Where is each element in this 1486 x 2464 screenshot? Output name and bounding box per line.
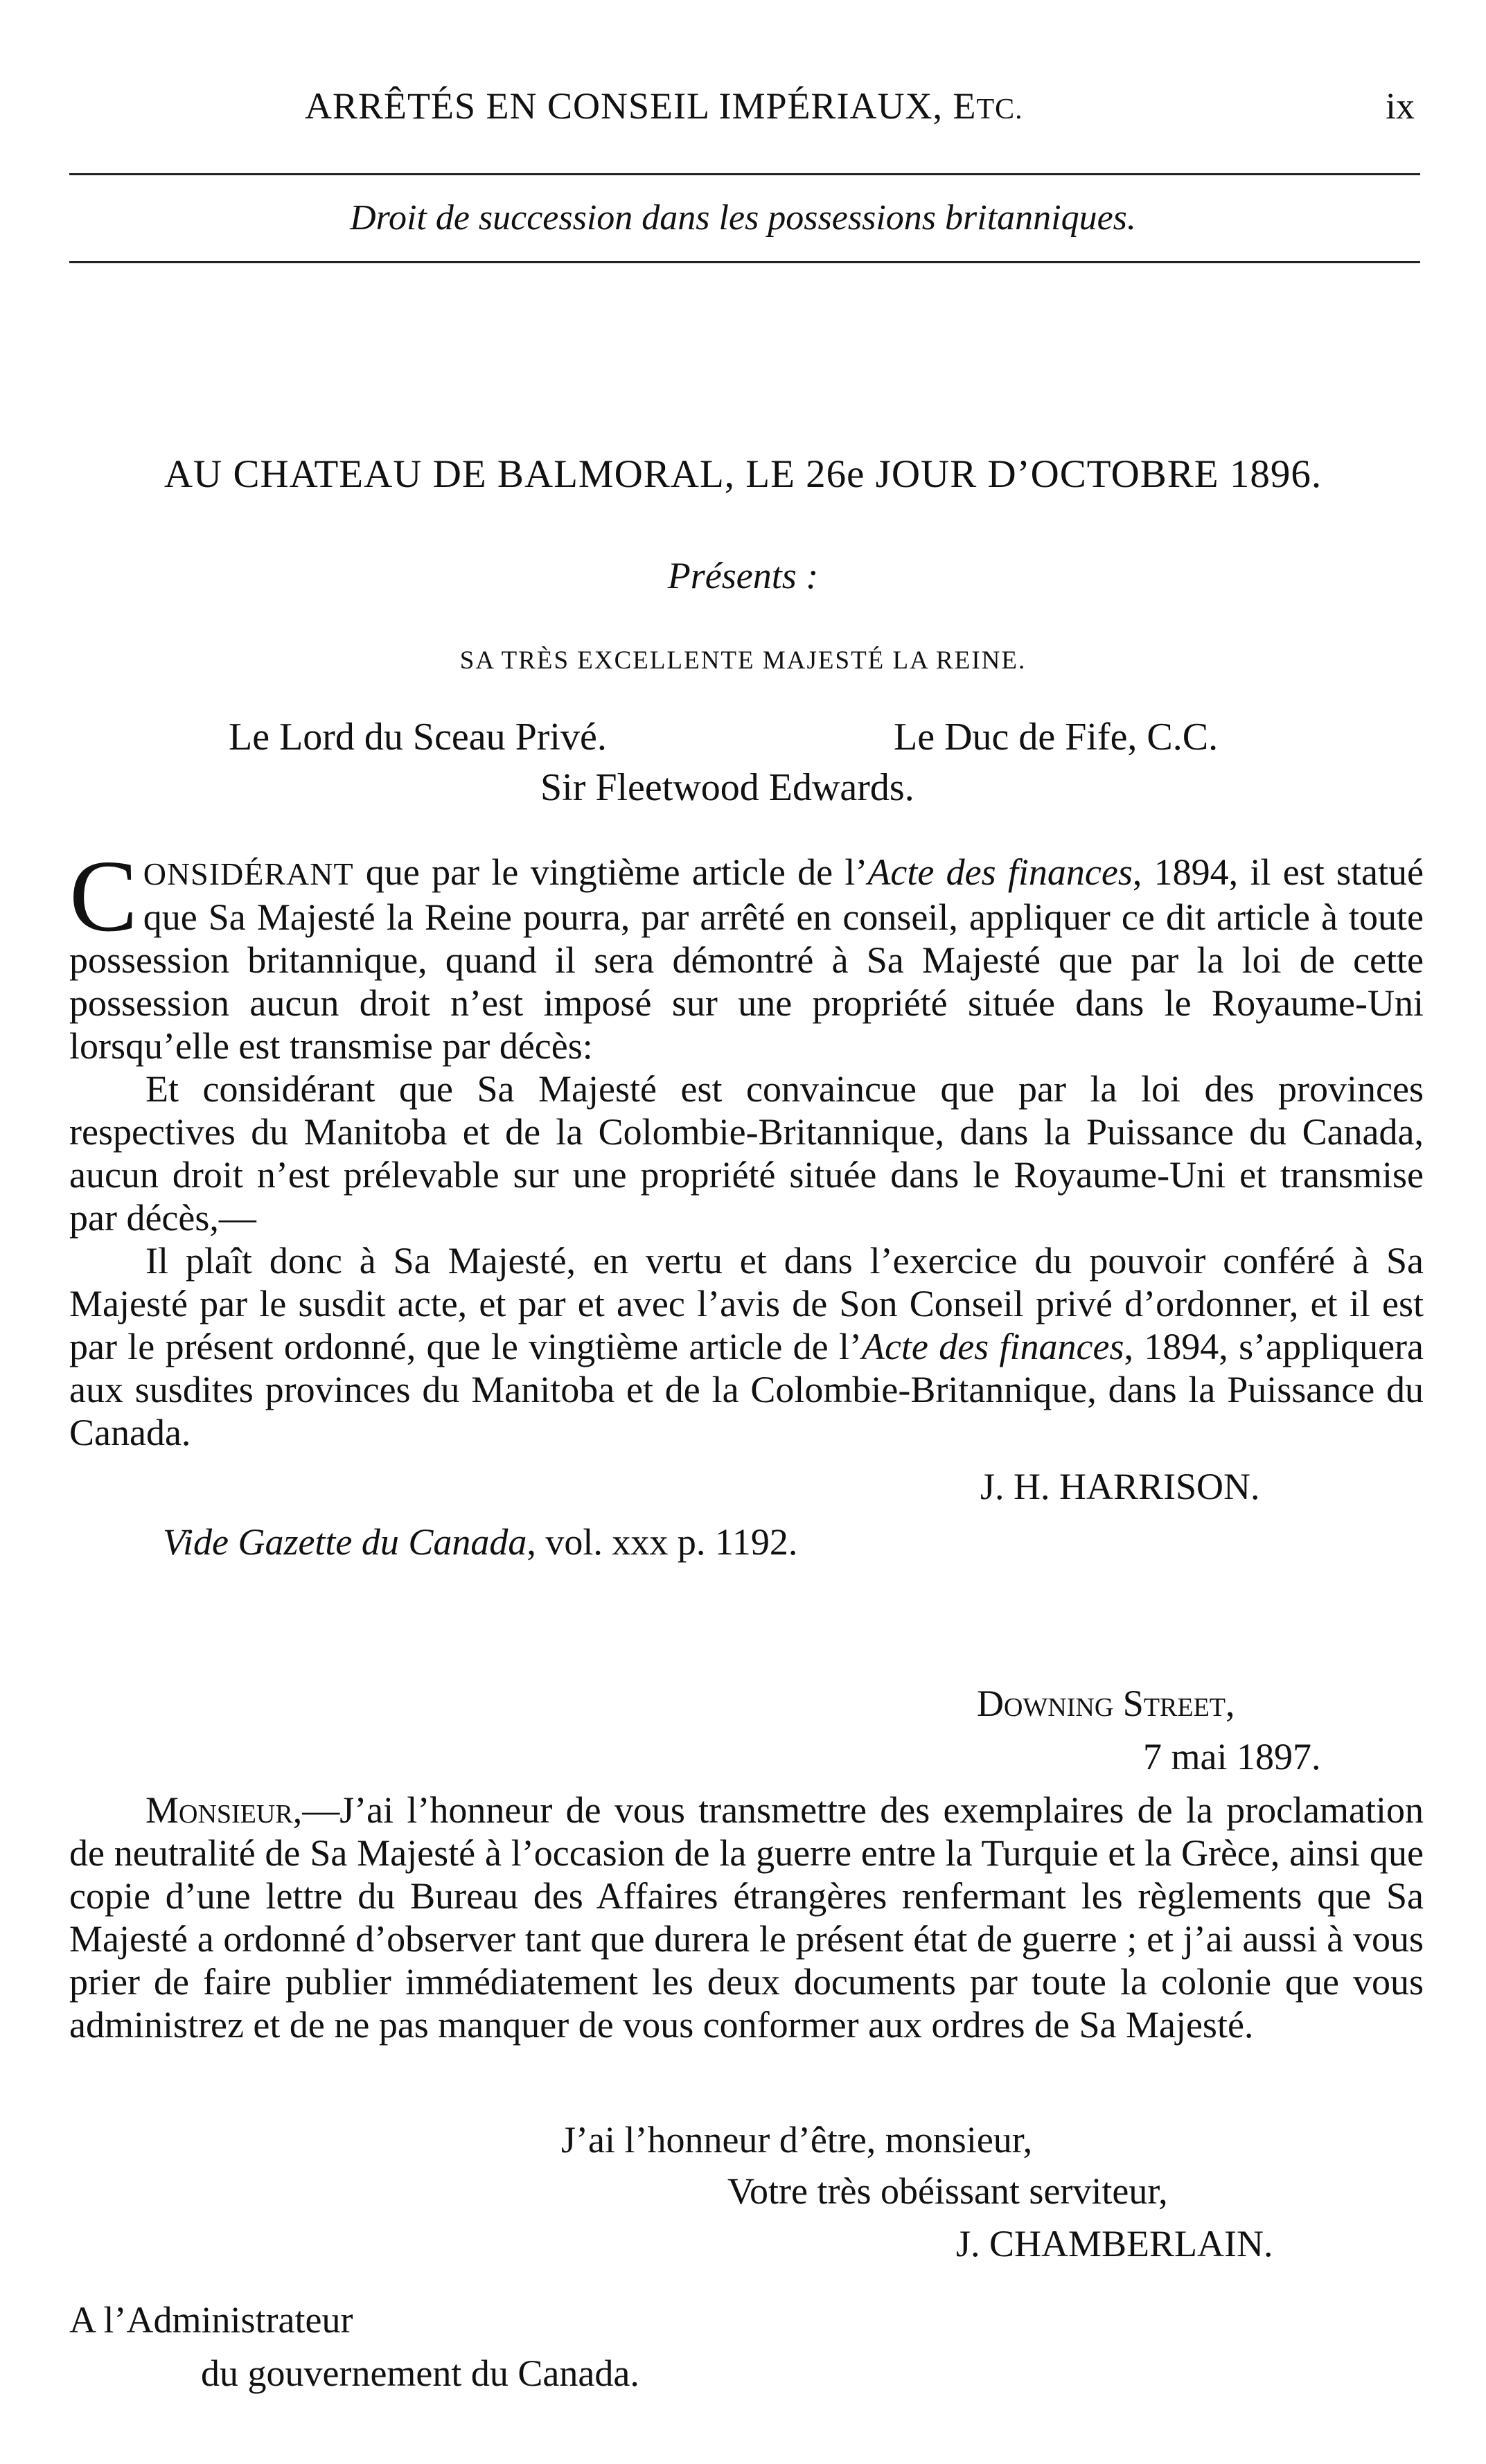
header-rule-bottom — [69, 261, 1420, 263]
running-header — [305, 85, 1023, 127]
letter-salutation: Monsieur, — [145, 1789, 303, 1831]
order-paragraph-1: CONSIDÉRANT que par le vingtième article de l’Acte des finances, 1894, il est statué que Sa Majesté la Reine pourra, par arrêté en conseil, appliquer ce dit article à toute possession britannique, quand il sera démontré à Sa Majesté que par la loi de cette possession aucun droit n’est imposé sur une propriété située dans le Royaume-Uni lorsqu’elle est transmise par décès: — [69, 840, 1424, 1067]
gazette-reference: Vide Gazette du Canada, vol. xxx p. 1192. — [163, 1521, 798, 1563]
section-subtitle: Droit de succession dans les possessions britanniques. — [350, 198, 1136, 238]
order-body — [69, 840, 1424, 1454]
drop-cap: C — [69, 840, 138, 953]
letter-closing-1: J’ai l’honneur d’être, monsieur, — [561, 2119, 1033, 2161]
order-dateline: AU CHATEAU DE BALMORAL, LE 26e JOUR D’OCTOBRE 1896. — [163, 452, 1323, 496]
letter-paragraph: Monsieur,—J’ai l’honneur de vous transmettre des exemplaires de la proclamation de neutralité de Sa Majesté à l’occasion de la guerre entre la Turquie et la Grèce, ainsi que copie d’une lettre du Bureau des Affaires étrangères renfermant les règlements que Sa Majesté a ordonné d’observer tant que durera le présent état de guerre ; et j’ai aussi à vous prier de faire publier immédiatement les deux documents par toute la colonie que vous administrez et de ne pas manquer de vous conformer aux ordres de Sa Majesté. — [69, 1789, 1424, 2046]
attendee-duke-of-fife: Le Duc de Fife, C.C. — [894, 716, 1219, 759]
paragraph-lead-word: ONSIDÉRANT — [143, 856, 354, 892]
header-rule-top — [69, 173, 1420, 175]
attendee-fleetwood-edwards: Sir Fleetwood Edwards. — [540, 766, 914, 809]
attendee-lord-privy-seal: Le Lord du Sceau Privé. — [229, 716, 607, 759]
running-header-main: ARRÊTÉS EN CONSEIL IMPÉRIAUX, E — [305, 85, 977, 127]
letter-date: 7 mai 1897. — [1143, 1736, 1321, 1778]
order-paragraph-2: Et considérant que Sa Majesté est convaincue que par la loi des provinces respectives du Manitoba et de la Colombie-Britannique, dans la Puissance du Canada, aucun droit n’est prélevable sur une propriété située dans le Royaume-Uni et transmise par décès,— — [69, 1068, 1424, 1239]
letter-place: Downing Street, — [977, 1683, 1235, 1724]
letter-closing-2: Votre très obéissant serviteur, — [727, 2170, 1168, 2212]
order-paragraph-3: Il plaît donc à Sa Majesté, en vertu et dans l’exercice du pouvoir conféré à Sa Majesté par le susdit acte, et par et avec l’avis de Son Conseil privé d’ordonner, et il est par le présent ordonné, que le vingtième article de l’Acte des finances, 1894, s’appliquera aux susdites provinces du Manitoba et de la Colombie-Britannique, dans la Puissance du Canada. — [69, 1240, 1424, 1453]
page-number: ix — [1386, 85, 1415, 127]
addressee-line-2: du gouvernement du Canada. — [201, 2352, 639, 2394]
running-header-small: TC. — [976, 94, 1023, 125]
majesty-line: SA TRÈS EXCELLENTE MAJESTÉ LA REINE. — [459, 646, 1027, 675]
addressee-line-1: A l’Administrateur — [69, 2299, 353, 2341]
letter-signature: J. CHAMBERLAIN. — [956, 2223, 1273, 2264]
order-signature: J. H. HARRISON. — [980, 1466, 1260, 1507]
presents-heading: Présents : — [667, 555, 819, 596]
letter-body — [69, 1789, 1424, 2046]
